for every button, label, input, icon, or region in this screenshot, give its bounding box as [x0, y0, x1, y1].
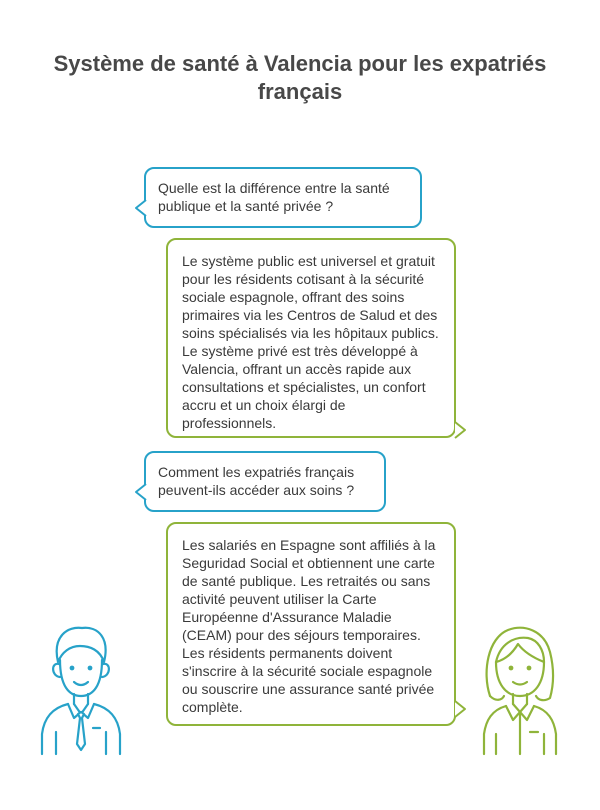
question-text-2: Comment les expatriés français peuvent-ils accéder aux soins ? — [158, 464, 355, 498]
question-bubble-1 — [144, 167, 422, 228]
woman-avatar-icon — [478, 622, 562, 758]
answer-text-2: Les salariés en Espagne sont affiliés à la Seguridad Social et obtiennent une carte de santé publique. Les retraités ou sans activité peuvent utiliser la Carte Européenne d'Assurance Maladie (CEAM) pour des séjours temporaires. Les résidents permanents doivent s'inscrire à la sécurité sociale espagnole ou souscrire une assurance santé privée complète. — [182, 537, 436, 715]
question-bubble-1-tail — [134, 199, 148, 217]
answer-text-1: Le système public est universel et gratuit pour les résidents cotisant à la sécurité sociale espagnole, offrant des soins primaires via les Centros de Salud et des soins spécialisés via les hôpitaux publics. Le système privé est très développé à Valencia, offrant un accès rapide aux consultations et spécialistes, un confort accru et un choix élargi de professionnels. — [182, 253, 439, 431]
question-bubble-2 — [144, 451, 386, 512]
answer-bubble-1 — [166, 238, 456, 438]
question-bubble-2-tail — [134, 483, 148, 501]
page-title: Système de santé à Valencia pour les expatriés français — [53, 51, 547, 104]
question-text-1: Quelle est la différence entre la santé publique et la santé privée ? — [158, 180, 390, 214]
answer-bubble-2 — [166, 522, 456, 726]
answer-bubble-2-tail — [453, 700, 467, 718]
answer-bubble-1-tail — [453, 421, 467, 439]
man-avatar-icon — [38, 622, 122, 758]
